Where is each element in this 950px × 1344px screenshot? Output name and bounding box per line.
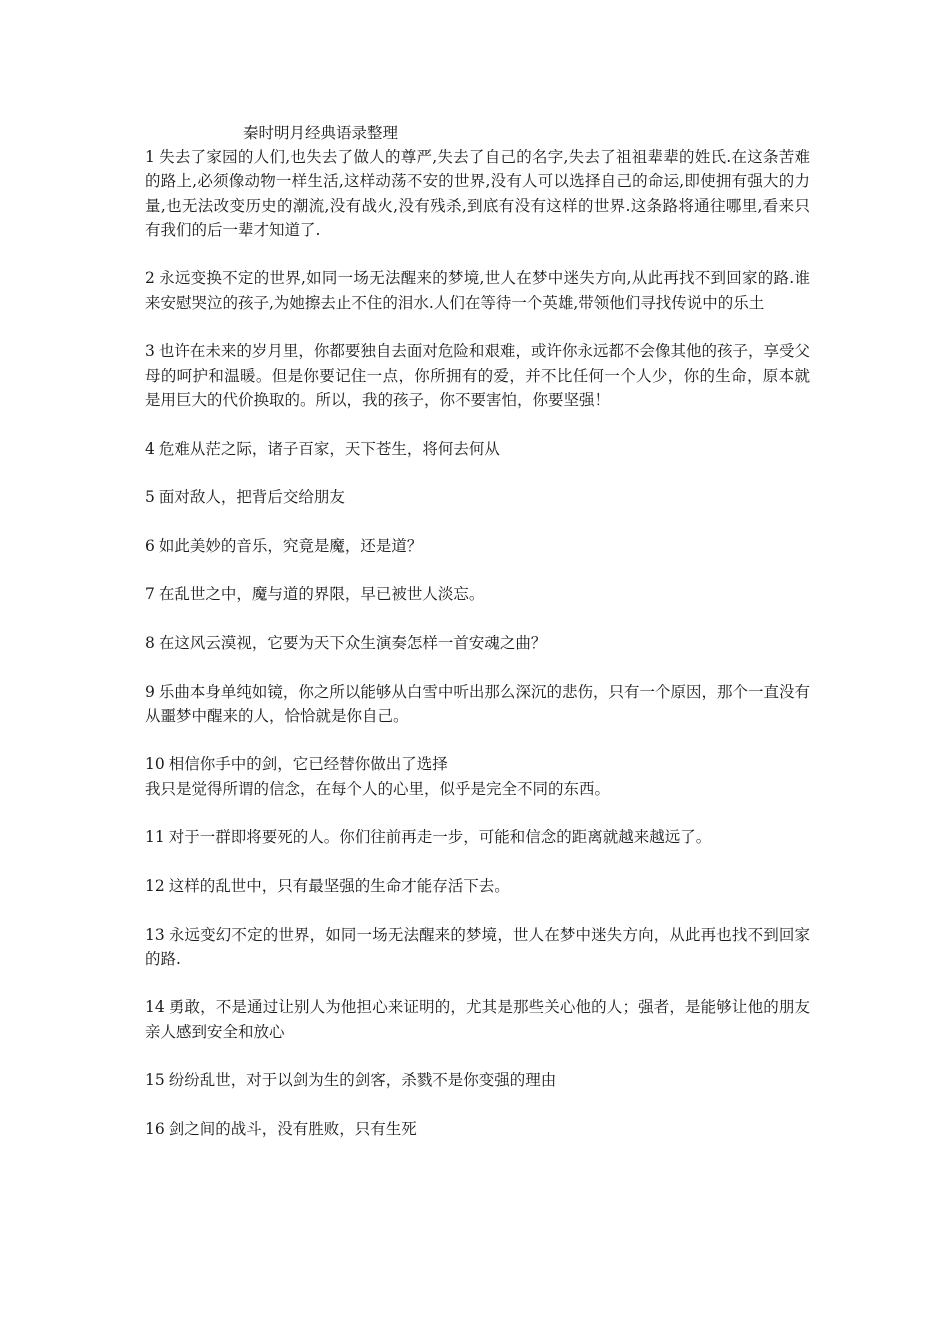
quote-line [145, 825, 810, 849]
quote-text: 面对敌人，把背后交给朋友 [158, 488, 345, 507]
quote-item [145, 534, 810, 558]
quote-number: 1 [145, 148, 155, 166]
quote-number: 15 [145, 1071, 165, 1090]
quote-line [145, 1068, 810, 1092]
quote-number: 13 [145, 925, 165, 944]
quote-item [145, 874, 810, 898]
quote-line [145, 874, 810, 898]
document-title: 秦时明月经典语录整理 [243, 124, 399, 142]
quote-line [145, 145, 810, 242]
quote-line [145, 752, 810, 776]
quote-number: 8 [145, 633, 155, 652]
quote-line [145, 631, 810, 655]
quote-line [145, 339, 810, 412]
quote-item [145, 485, 810, 509]
quote-text: 这样的乱世中，只有最坚强的生命才能存活下去。 [168, 876, 510, 895]
quote-number: 5 [145, 488, 155, 507]
quote-line [145, 680, 810, 729]
quote-text: 乐曲本身单纯如镜，你之所以能够从白雪中听出那么深沉的悲伤，只有一个原因，那个一直没有从噩梦中醒来的人，恰恰就是你自己。 [145, 682, 810, 725]
quote-item [145, 145, 810, 242]
quote-text: 永远变幻不定的世界，如同一场无法醒来的梦境，世人在梦中迷失方向，从此再也找不到回家的路. [145, 925, 810, 968]
quote-item [145, 995, 810, 1044]
quote-number: 2 [145, 269, 155, 288]
quote-line [145, 777, 810, 801]
quote-item [145, 825, 810, 849]
quote-line [145, 995, 810, 1044]
quote-number: 11 [145, 828, 165, 847]
quote-line [145, 437, 810, 461]
quote-item [145, 437, 810, 461]
quote-line [145, 923, 810, 972]
quote-text: 勇敢，不是通过让别人为他担心来证明的，尤其是那些关心他的人；强者，是能够让他的朋友亲人感到安全和放心 [145, 998, 810, 1041]
quote-item [145, 1117, 810, 1141]
quote-line [145, 1117, 810, 1141]
quote-text: 危难从茫之际，诸子百家，天下苍生，将何去何从 [158, 439, 500, 458]
quote-text: 相信你手中的剑，它已经替你做出了选择 [168, 755, 448, 774]
quote-item [145, 923, 810, 972]
quote-text: 失去了家园的人们,也失去了做人的尊严,失去了自己的名字,失去了祖祖辈辈的姓氏.在这条苦难的路上,必须像动物一样生活,这样动荡不安的世界,没有人可以选择自己的命运,即使拥有强大的力量,也无法改变历史的潮流,没有战火,没有残杀,到底有没有这样的世界.这条路将通往哪里,看来只有我们的后一辈才知道了. [145, 148, 810, 239]
quote-item [145, 582, 810, 606]
quote-text: 我只是觉得所谓的信念，在每个人的心里，似乎是完全不同的东西。 [145, 779, 611, 798]
quote-text: 如此美妙的音乐，究竟是魔，还是道？ [158, 536, 423, 555]
quote-line [145, 266, 810, 315]
quote-number: 4 [145, 439, 155, 458]
document-page [145, 121, 810, 1165]
quote-item [145, 266, 810, 315]
quote-text: 永远变换不定的世界,如同一场无法醒来的梦境,世人在梦中迷失方向,从此再找不到回家的路.谁来安慰哭泣的孩子,为她擦去止不住的泪水.人们在等待一个英雄,带领他们寻找传说中的乐土 [145, 269, 810, 312]
quote-item [145, 339, 810, 412]
quote-text: 也许在未来的岁月里，你都要独自去面对危险和艰难，或许你永远都不会像其他的孩子，享受父母的呵护和温暖。但是你要记住一点，你所拥有的爱，并不比任何一个人少，你的生命，原本就是用巨大的代价换取的。所以，我的孩子，你不要害怕，你要坚强！ [145, 342, 810, 409]
quote-number: 10 [145, 755, 165, 774]
quote-number: 3 [145, 342, 155, 361]
quote-item [145, 631, 810, 655]
quote-number: 7 [145, 585, 155, 604]
quote-text: 剑之间的战斗，没有胜败，只有生死 [168, 1119, 417, 1138]
quote-text: 对于一群即将要死的人。你们往前再走一步，可能和信念的距离就越来越远了。 [168, 828, 712, 847]
quote-list [145, 145, 810, 1141]
quote-number: 9 [145, 682, 155, 701]
quote-line [145, 485, 810, 509]
quote-text: 在这风云漠视，它要为天下众生演奏怎样一首安魂之曲？ [158, 633, 547, 652]
quote-line [145, 582, 810, 606]
quote-line [145, 534, 810, 558]
quote-item [145, 1068, 810, 1092]
quote-item [145, 752, 810, 801]
quote-text: 纷纷乱世，对于以剑为生的剑客，杀戮不是你变强的理由 [168, 1071, 557, 1090]
quote-number: 12 [145, 876, 165, 895]
quote-text: 在乱世之中，魔与道的界限，早已被世人淡忘。 [158, 585, 485, 604]
quote-number: 6 [145, 536, 155, 555]
quote-number: 16 [145, 1119, 165, 1138]
quote-number: 14 [145, 998, 165, 1017]
quote-item [145, 680, 810, 729]
